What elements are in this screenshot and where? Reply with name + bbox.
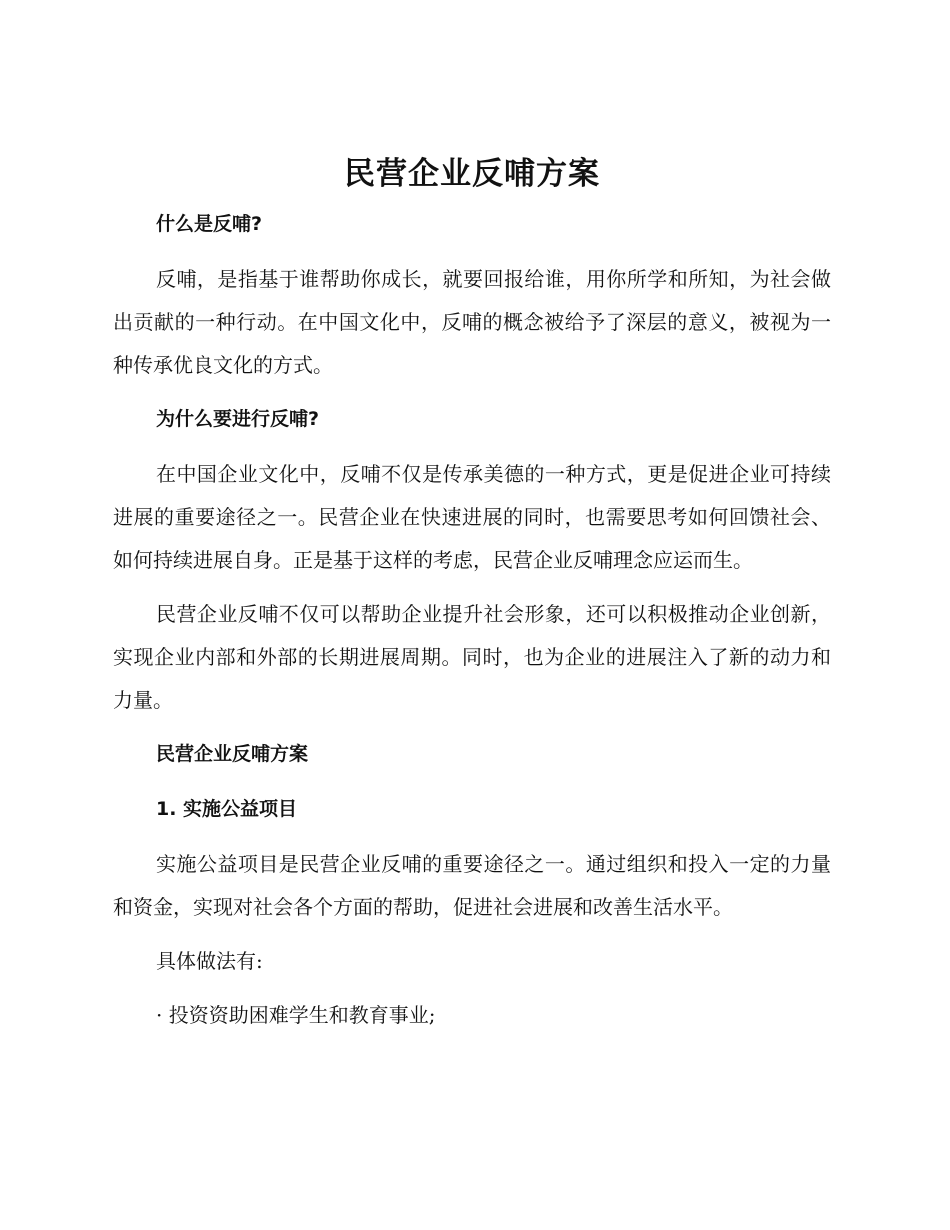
spacer <box>113 831 831 843</box>
section-heading-what: 什么是反哺? <box>156 213 263 235</box>
paragraph-public-welfare: 实施公益项目是民营企业反哺的重要途径之一。通过组织和投入一定的力量和资金，实现对社会各个方面的帮助，促进社会进展和改善生活水平。 <box>113 852 831 919</box>
spacer <box>113 776 831 788</box>
spacer <box>113 722 831 733</box>
document-title: 民营企业反哺方案 <box>344 156 600 192</box>
spacer <box>113 983 831 994</box>
paragraph-why-1: 在中国企业文化中，反哺不仅是传承美德的一种方式，更是促进企业可持续进展的重要途径之一。民营企业在快速进展的同时，也需要思考如何回馈社会、如何持续进展自身。正是基于这样的考虑，民营企业反哺理念应运而生。 <box>113 462 831 572</box>
bullet-item-1: · 投资资助困难学生和教育事业; <box>156 1003 436 1027</box>
subsection-heading-public-welfare: 1. 实施公益项目 <box>156 798 298 820</box>
section-heading-plan: 民营企业反哺方案 <box>156 743 309 765</box>
section-heading-why: 为什么要进行反哺? <box>156 408 320 430</box>
spacer <box>113 246 831 258</box>
spacer <box>113 441 831 453</box>
practice-label: 具体做法有: <box>156 949 263 973</box>
spacer <box>113 387 831 398</box>
document-body <box>113 145 831 1037</box>
spacer <box>113 582 831 593</box>
paragraph-what-is-feedback: 反哺，是指基于谁帮助你成长，就要回报给谁，用你所学和所知，为社会做出贡献的一种行动。在中国文化中，反哺的概念被给予了深层的意义，被视为一种传承优良文化的方式。 <box>113 267 831 377</box>
paragraph-why-2: 民营企业反哺不仅可以帮助企业提升社会形象，还可以积极推动企业创新，实现企业内部和外部的长期进展周期。同时，也为企业的进展注入了新的动力和力量。 <box>113 602 831 712</box>
spacer <box>113 929 831 940</box>
